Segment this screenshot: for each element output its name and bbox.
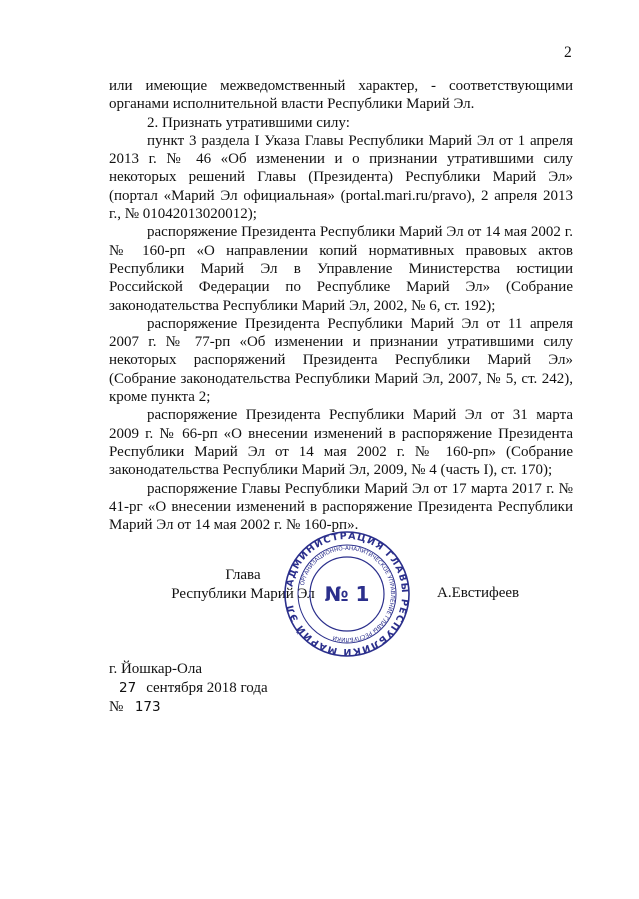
paragraph-repeal-item: распоряжение Президента Республики Марий Эл от 14 мая 2002 г. № 160-рп «О направлении копий нормативных правовых актов Республики Марий Эл в Управление Министерства юстиции Российской Федерации по Республике Марий Эл» (Собрание законодательства Республики Марий Эл, 2002, № 6, ст. 192); xyxy=(109,224,573,314)
stamp-number: № 1 xyxy=(324,582,370,606)
paragraph-repeal-item: распоряжение Президента Республики Марий Эл от 31 марта 2009 г. № 66-рп «О внесении изменений в распоряжение Президента Республики Марий Эл от 14 мая 2002 г. № 160-рп» (Собрание законодательства Республики Марий Эл, 2009, № 4 (часть I), ст. 170); xyxy=(109,407,573,479)
paragraph-repeal-item: распоряжение Президента Республики Марий Эл от 11 апреля 2007 г. № 77-рп «Об изменении и признании утратившими силу некоторых распоряжений Президента Республики Марий Эл» (Собрание законодательства Республики Марий Эл, 2007, № 5, ст. 242), кроме пункта 2; xyxy=(109,315,573,406)
page-number: 2 xyxy=(564,44,572,61)
signature-title-line1: Глава xyxy=(225,567,261,583)
city: г. Йошкар-Ола xyxy=(109,661,203,677)
number-label: № xyxy=(109,699,124,715)
stamp-inner-text: ОРГАНИЗАЦИОННО-АНАЛИТИЧЕСКОЕ УПРАВЛЕНИЕ ГЛАВЫ РЕСПУБЛИКИ xyxy=(299,545,396,643)
signature-title-line2: Республики Марий Эл xyxy=(171,585,315,602)
paragraph-repeal-item: пункт 3 раздела I Указа Главы Республики Марий Эл от 1 апреля 2013 г. № 46 «Об изменении и о признании утратившими силу некоторых решений Главы (Президента) Республики Марий Эл» (портал «Марий Эл официальная» (portal.mari.ru/pravo), 2 апреля 2013 г., № 01042013020012); xyxy=(109,132,573,223)
stamp-outer-text: АДМИНИСТРАЦИЯ ГЛАВЫ РЕСПУБЛИКИ МАРИЙ ЭЛ xyxy=(284,530,411,658)
document-number: 173 xyxy=(134,699,161,715)
paragraph-continuation: или имеющие межведомственный характер, - соответствующими органами исполнительной власти Республики Марий Эл. xyxy=(109,78,573,113)
official-seal-stamp xyxy=(283,530,411,658)
document-number-line xyxy=(109,698,268,717)
paragraph-repeal-heading: 2. Признать утратившими силу: xyxy=(147,114,350,131)
date-month-year: сентября 2018 года xyxy=(146,680,268,696)
place-and-date xyxy=(109,660,268,717)
date-day: 27 xyxy=(119,680,137,696)
date-line xyxy=(109,679,268,698)
paragraph-repeal-item: распоряжение Главы Республики Марий Эл от 17 марта 2017 г. № 41-рг «О внесении изменений в распоряжение Президента Республики Марий Эл от 14 мая 2002 г. № 160-рп». xyxy=(109,480,573,534)
document-body xyxy=(109,77,573,534)
signer-name: А.Евстифеев xyxy=(437,585,520,601)
